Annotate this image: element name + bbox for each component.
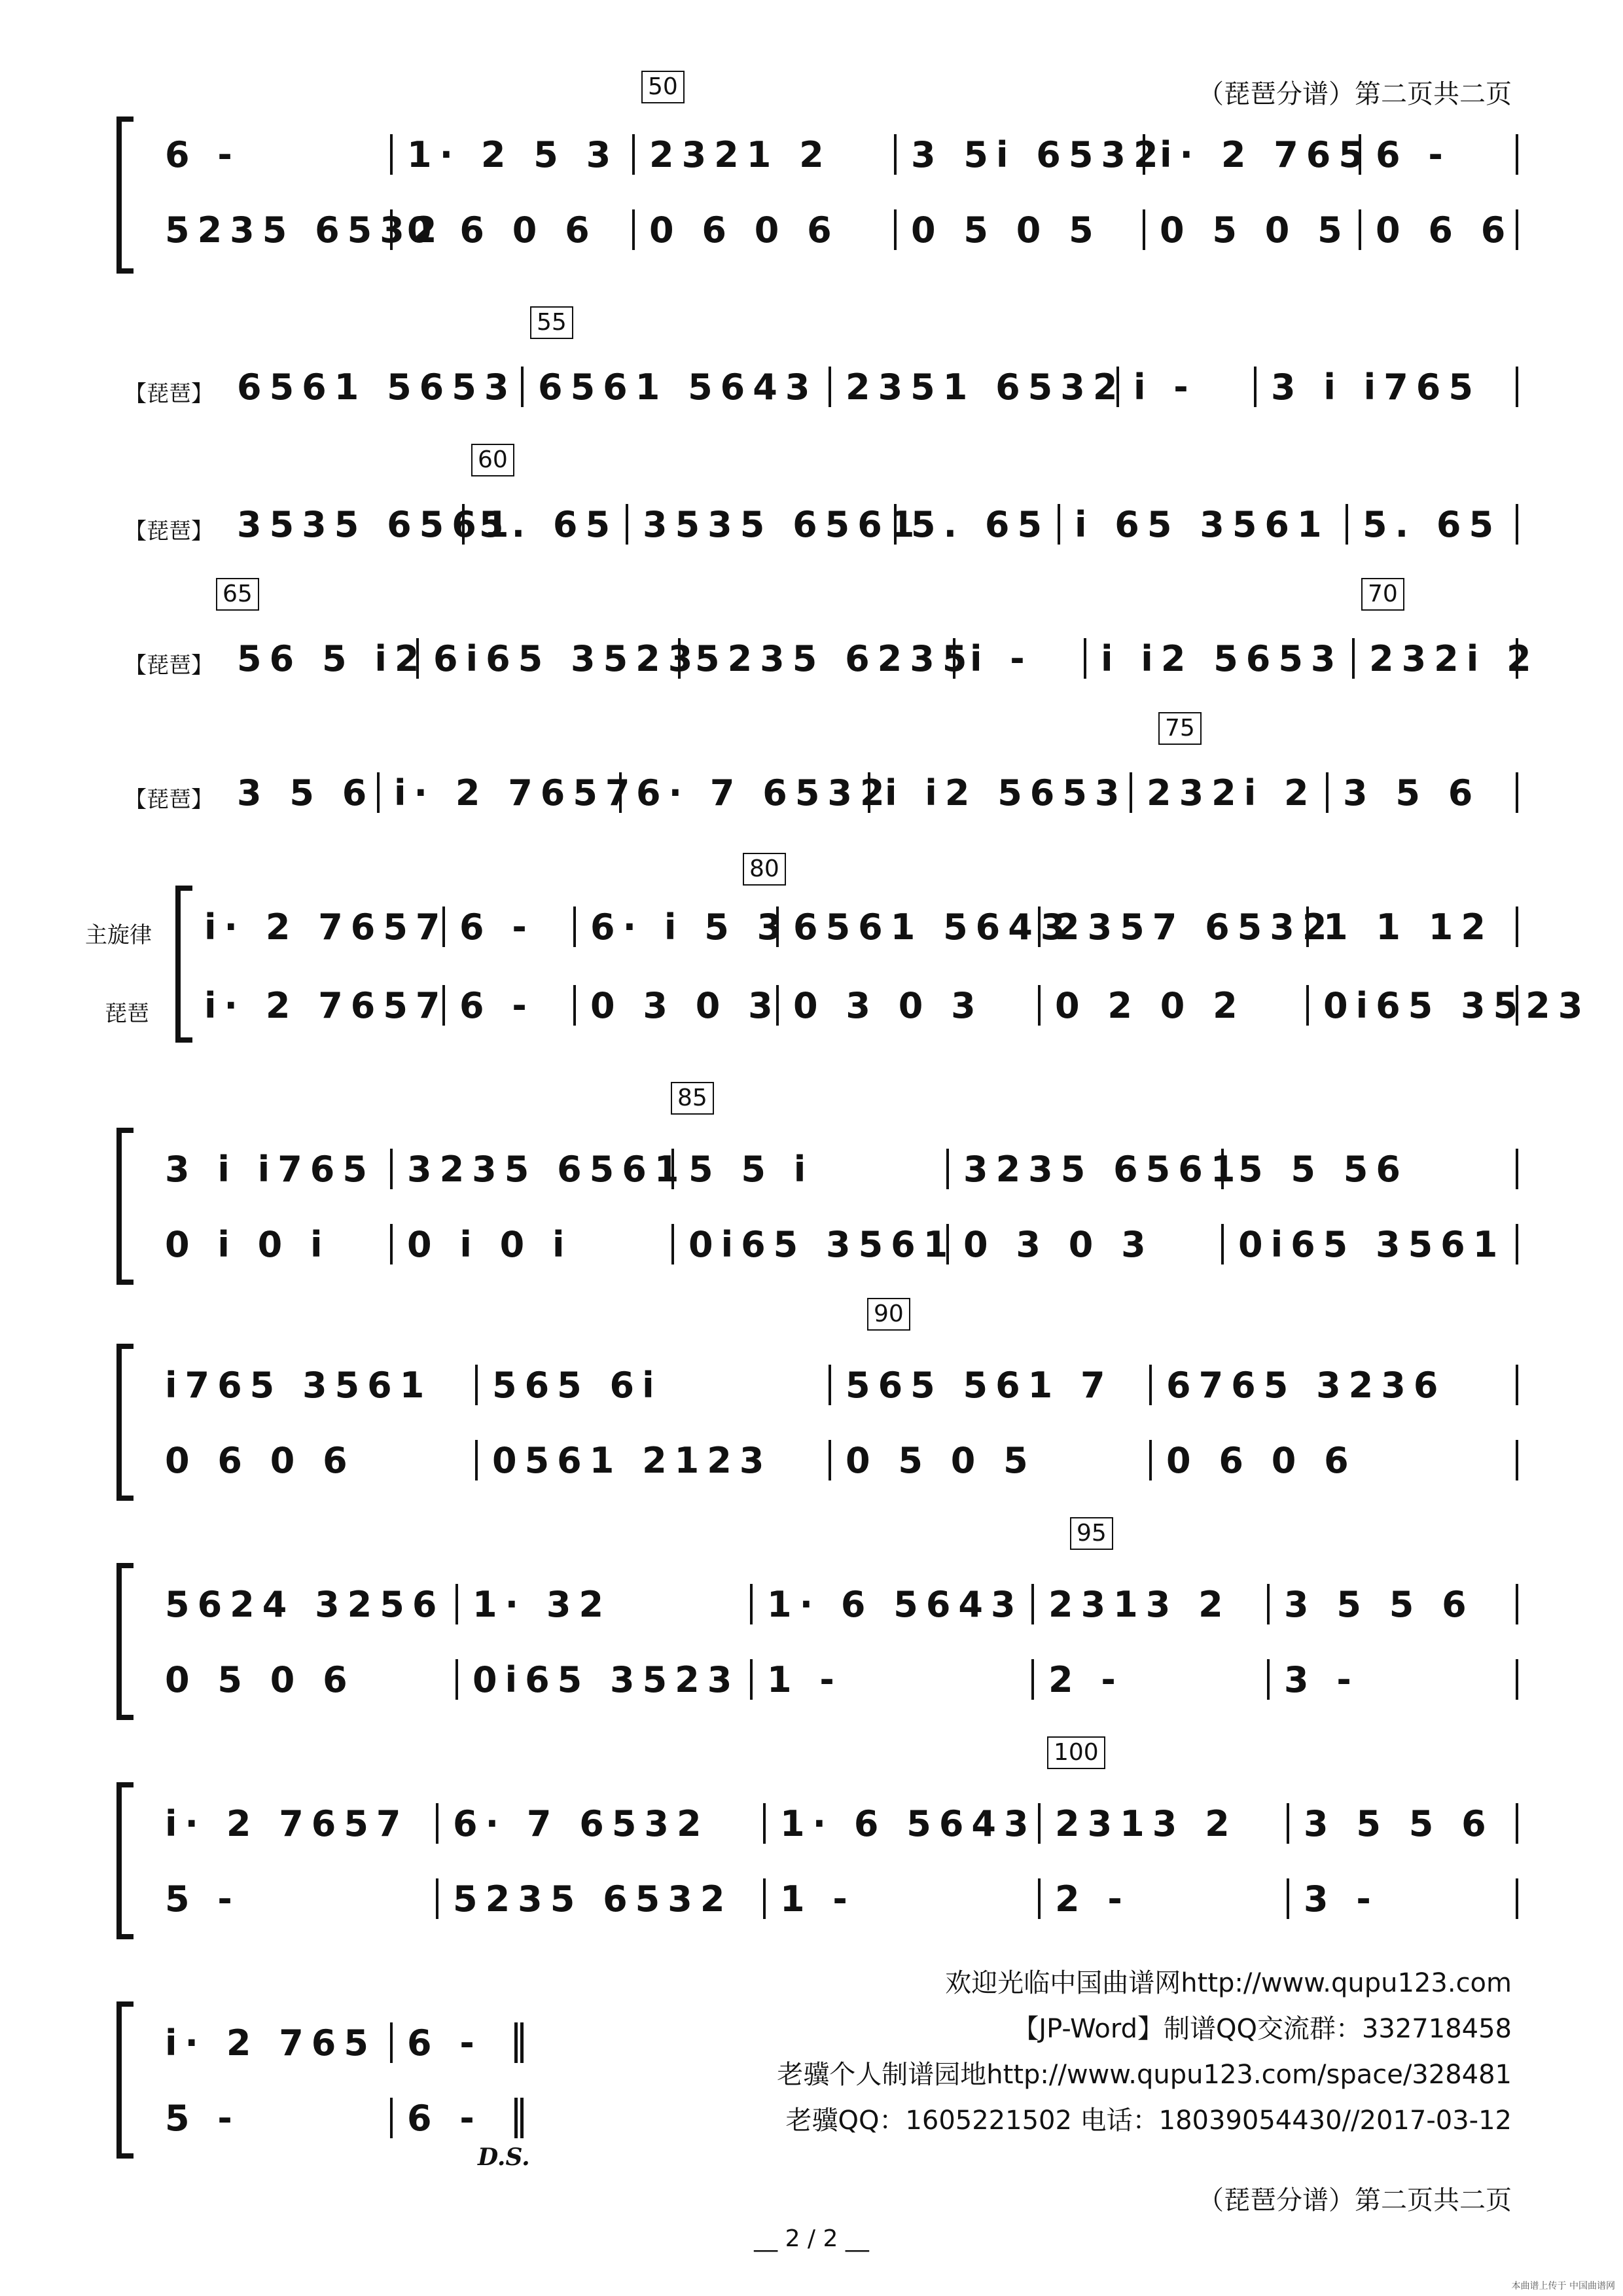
- measure: 0 6 0 6: [1152, 1440, 1518, 1480]
- measure: 0i65 3523: [458, 1659, 753, 1700]
- staff-row-lower: [170, 984, 1591, 1026]
- system-9: [111, 1520, 1518, 1715]
- measure: 5 -: [151, 2098, 393, 2138]
- measure: 0 5 0 5: [897, 209, 1145, 250]
- system-5: [124, 715, 1518, 825]
- measure: 2313 2: [1041, 1803, 1289, 1844]
- page-number: __ 2 / 2 __: [754, 2225, 869, 2252]
- part-label-pipa: 【琵琶】: [124, 653, 213, 679]
- measure: i· 2 765: [1145, 134, 1361, 175]
- measure: 3 5 6: [1329, 772, 1518, 813]
- measure: 0 6 0 6: [393, 209, 635, 250]
- measure-final: 6 -: [393, 2022, 524, 2063]
- measure: 2 -: [1041, 1878, 1289, 1919]
- ds-mark: D.S.: [478, 2144, 530, 2171]
- measure: 0561 2123: [478, 1440, 831, 1480]
- measure: 2 -: [1034, 1659, 1270, 1700]
- measure: 0 2 0 2: [1041, 985, 1309, 1026]
- rehearsal-mark-55: 55: [530, 306, 573, 339]
- staff-row-lower: [111, 1224, 1518, 1265]
- measure: 3 i i765: [1257, 367, 1518, 407]
- staff-row-lower: [111, 2098, 530, 2138]
- measure: 3 i i765: [151, 1149, 393, 1189]
- rehearsal-mark-75: 75: [1158, 712, 1202, 745]
- measure: 5624 3256: [151, 1584, 458, 1624]
- rehearsal-mark-100: 100: [1047, 1736, 1105, 1769]
- measure: 5. 65: [465, 504, 628, 545]
- measure: 1· 2 5 3: [393, 134, 635, 175]
- part-label-pipa: 【琵琶】: [124, 381, 213, 407]
- measure: 56 5 i2: [223, 638, 419, 679]
- rehearsal-mark-65: 65: [216, 578, 259, 611]
- staff-row-lower: [111, 209, 1518, 250]
- system-10: [111, 1739, 1518, 1934]
- footer-line-4: 老骥QQ：1605221502 电话：18039054430//2017-03-12: [785, 2106, 1512, 2136]
- page-header-caption: （琵琶分谱）第二页共二页: [1198, 79, 1512, 109]
- measure: 5235 6235: [681, 638, 955, 679]
- staff-row: [223, 772, 1518, 813]
- staff-row-upper: [111, 1803, 1518, 1844]
- measure: 3 5 6: [223, 772, 380, 813]
- rehearsal-mark-80: 80: [743, 853, 786, 886]
- part-label-pipa: 【琵琶】: [124, 787, 213, 813]
- measure: 3 5 5 6: [1289, 1803, 1518, 1844]
- measure: 3535 6561: [628, 504, 897, 545]
- measure: 6 -: [445, 906, 576, 947]
- measure: 232i 2: [1355, 638, 1518, 679]
- system-8: [111, 1300, 1518, 1496]
- rehearsal-mark-60: 60: [471, 444, 514, 476]
- measure: 0 3 0 3: [576, 985, 779, 1026]
- measure: 2321 2: [635, 134, 897, 175]
- measure: 3 5i 6532: [897, 134, 1145, 175]
- measure: 2351 6532: [831, 367, 1119, 407]
- part-label-pipa-plain: 琵琶: [105, 1001, 149, 1027]
- staff-row-upper: [111, 1149, 1518, 1189]
- measure: i· 2 7657: [190, 906, 445, 947]
- measure: 1 1 12: [1309, 906, 1518, 947]
- measure: 1· 6 5643: [766, 1803, 1041, 1844]
- measure: 0 3 0 3: [949, 1224, 1224, 1265]
- measure: i· 2 7657: [151, 1803, 438, 1844]
- rehearsal-mark-90: 90: [867, 1298, 910, 1331]
- rehearsal-mark-95: 95: [1070, 1517, 1113, 1550]
- measure: 0i65 3561: [1224, 1224, 1518, 1265]
- measure: i· 2 7657: [380, 772, 622, 813]
- measure: 5. 65: [897, 504, 1060, 545]
- system-6: [85, 855, 1591, 1037]
- footer-line-2: 【JP-Word】制谱QQ交流群：332718458: [1012, 2014, 1512, 2044]
- measure: 0 6 0 6: [151, 1440, 478, 1480]
- measure: 2357 6532: [1041, 906, 1309, 947]
- system-4: [124, 581, 1539, 691]
- staff-row-upper: [170, 906, 1518, 947]
- measure: i· 2 7657: [190, 985, 445, 1026]
- staff-row: [223, 367, 1518, 407]
- measure: 5 -: [151, 1878, 438, 1919]
- measure: 6 -: [1361, 134, 1518, 175]
- measure: 0 5 0 5: [831, 1440, 1152, 1480]
- measure: 6561 5643: [524, 367, 831, 407]
- measure: 6· i 5 3: [576, 906, 779, 947]
- staff-row-lower: [111, 1878, 1518, 1919]
- staff-row-lower: [111, 1659, 1518, 1700]
- measure: i -: [955, 638, 1086, 679]
- measure: 0 3 0 3: [779, 985, 1041, 1026]
- measure: 3535 6561: [223, 504, 465, 545]
- rehearsal-mark-85: 85: [671, 1082, 714, 1115]
- measure: 5 5 i: [674, 1149, 949, 1189]
- measure: 0i65 3523: [1309, 985, 1518, 1026]
- measure: i765 3561: [151, 1365, 478, 1405]
- system-2: [124, 309, 1518, 419]
- rehearsal-mark-50: 50: [641, 71, 685, 103]
- site-logo: 本曲谱上传于 中国曲谱网: [1511, 2281, 1615, 2291]
- measure: 6 -: [445, 985, 576, 1026]
- measure: 2313 2: [1034, 1584, 1270, 1624]
- staff-row: [223, 637, 1539, 679]
- measure: 5235 6532: [438, 1878, 766, 1919]
- footer-line-1: 欢迎光临中国曲谱网http://www.qupu123.com: [945, 1968, 1512, 1998]
- staff-row: [223, 504, 1518, 545]
- measure: 6· 7 6532: [438, 1803, 766, 1844]
- measure: 0 6 0 6: [635, 209, 897, 250]
- measure: 6· 7 6532: [622, 772, 870, 813]
- measure: 0 i 0 i: [393, 1224, 674, 1265]
- measure: 0 5 0 6: [151, 1659, 458, 1700]
- measure: 1 -: [753, 1659, 1034, 1700]
- measure: 1· 6 5643: [753, 1584, 1034, 1624]
- measure: i· 2 765: [151, 2022, 393, 2063]
- measure: 3235 6561: [949, 1149, 1224, 1189]
- measure: i -: [1119, 367, 1257, 407]
- measure: i i2 5653: [870, 772, 1132, 813]
- system-3: [124, 446, 1518, 556]
- measure: 6561 5653: [223, 367, 524, 407]
- measure: 0i65 3561: [674, 1224, 949, 1265]
- staff-row-lower: [111, 1440, 1518, 1480]
- measure: 3235 6561: [393, 1149, 674, 1189]
- measure: 6765 3236: [1152, 1365, 1518, 1405]
- system-7: [111, 1085, 1518, 1280]
- measure: 5235 6532: [151, 209, 393, 250]
- system-11: [111, 1996, 530, 2171]
- staff-row-upper: [111, 2022, 530, 2063]
- footer-line-3: 老骥个人制谱园地http://www.qupu123.com/space/328481: [777, 2060, 1512, 2090]
- measure: 565 561 7: [831, 1365, 1152, 1405]
- measure: 5. 65: [1348, 504, 1518, 545]
- staff-row-upper: [111, 1584, 1518, 1624]
- measure: 1 -: [766, 1878, 1041, 1919]
- measure: 565 6i: [478, 1365, 831, 1405]
- staff-row-upper: [111, 134, 1518, 175]
- measure-final: 6 -: [393, 2098, 524, 2138]
- measure: 3 5 5 6: [1270, 1584, 1518, 1624]
- measure: 0 5 0 5: [1145, 209, 1361, 250]
- measure: 3 -: [1270, 1659, 1518, 1700]
- part-label-main-melody: 主旋律: [85, 922, 152, 948]
- measure: 3 -: [1289, 1878, 1518, 1919]
- staff-row-upper: [111, 1365, 1518, 1405]
- measure: 0 6 6: [1361, 209, 1518, 250]
- measure: 232i 2: [1132, 772, 1329, 813]
- measure: 0 i 0 i: [151, 1224, 393, 1265]
- footer-caption: （琵琶分谱）第二页共二页: [1198, 2185, 1512, 2215]
- part-label-pipa: 【琵琶】: [124, 518, 213, 545]
- measure: 1· 32: [458, 1584, 753, 1624]
- measure: i 65 3561: [1060, 504, 1348, 545]
- measure: 5 5 56: [1224, 1149, 1518, 1189]
- measure: i i2 5653: [1086, 638, 1355, 679]
- measure: 6561 5643: [779, 906, 1041, 947]
- measure: 6 -: [151, 134, 393, 175]
- measure: 6i65 3523: [419, 638, 681, 679]
- rehearsal-mark-70: 70: [1361, 578, 1404, 611]
